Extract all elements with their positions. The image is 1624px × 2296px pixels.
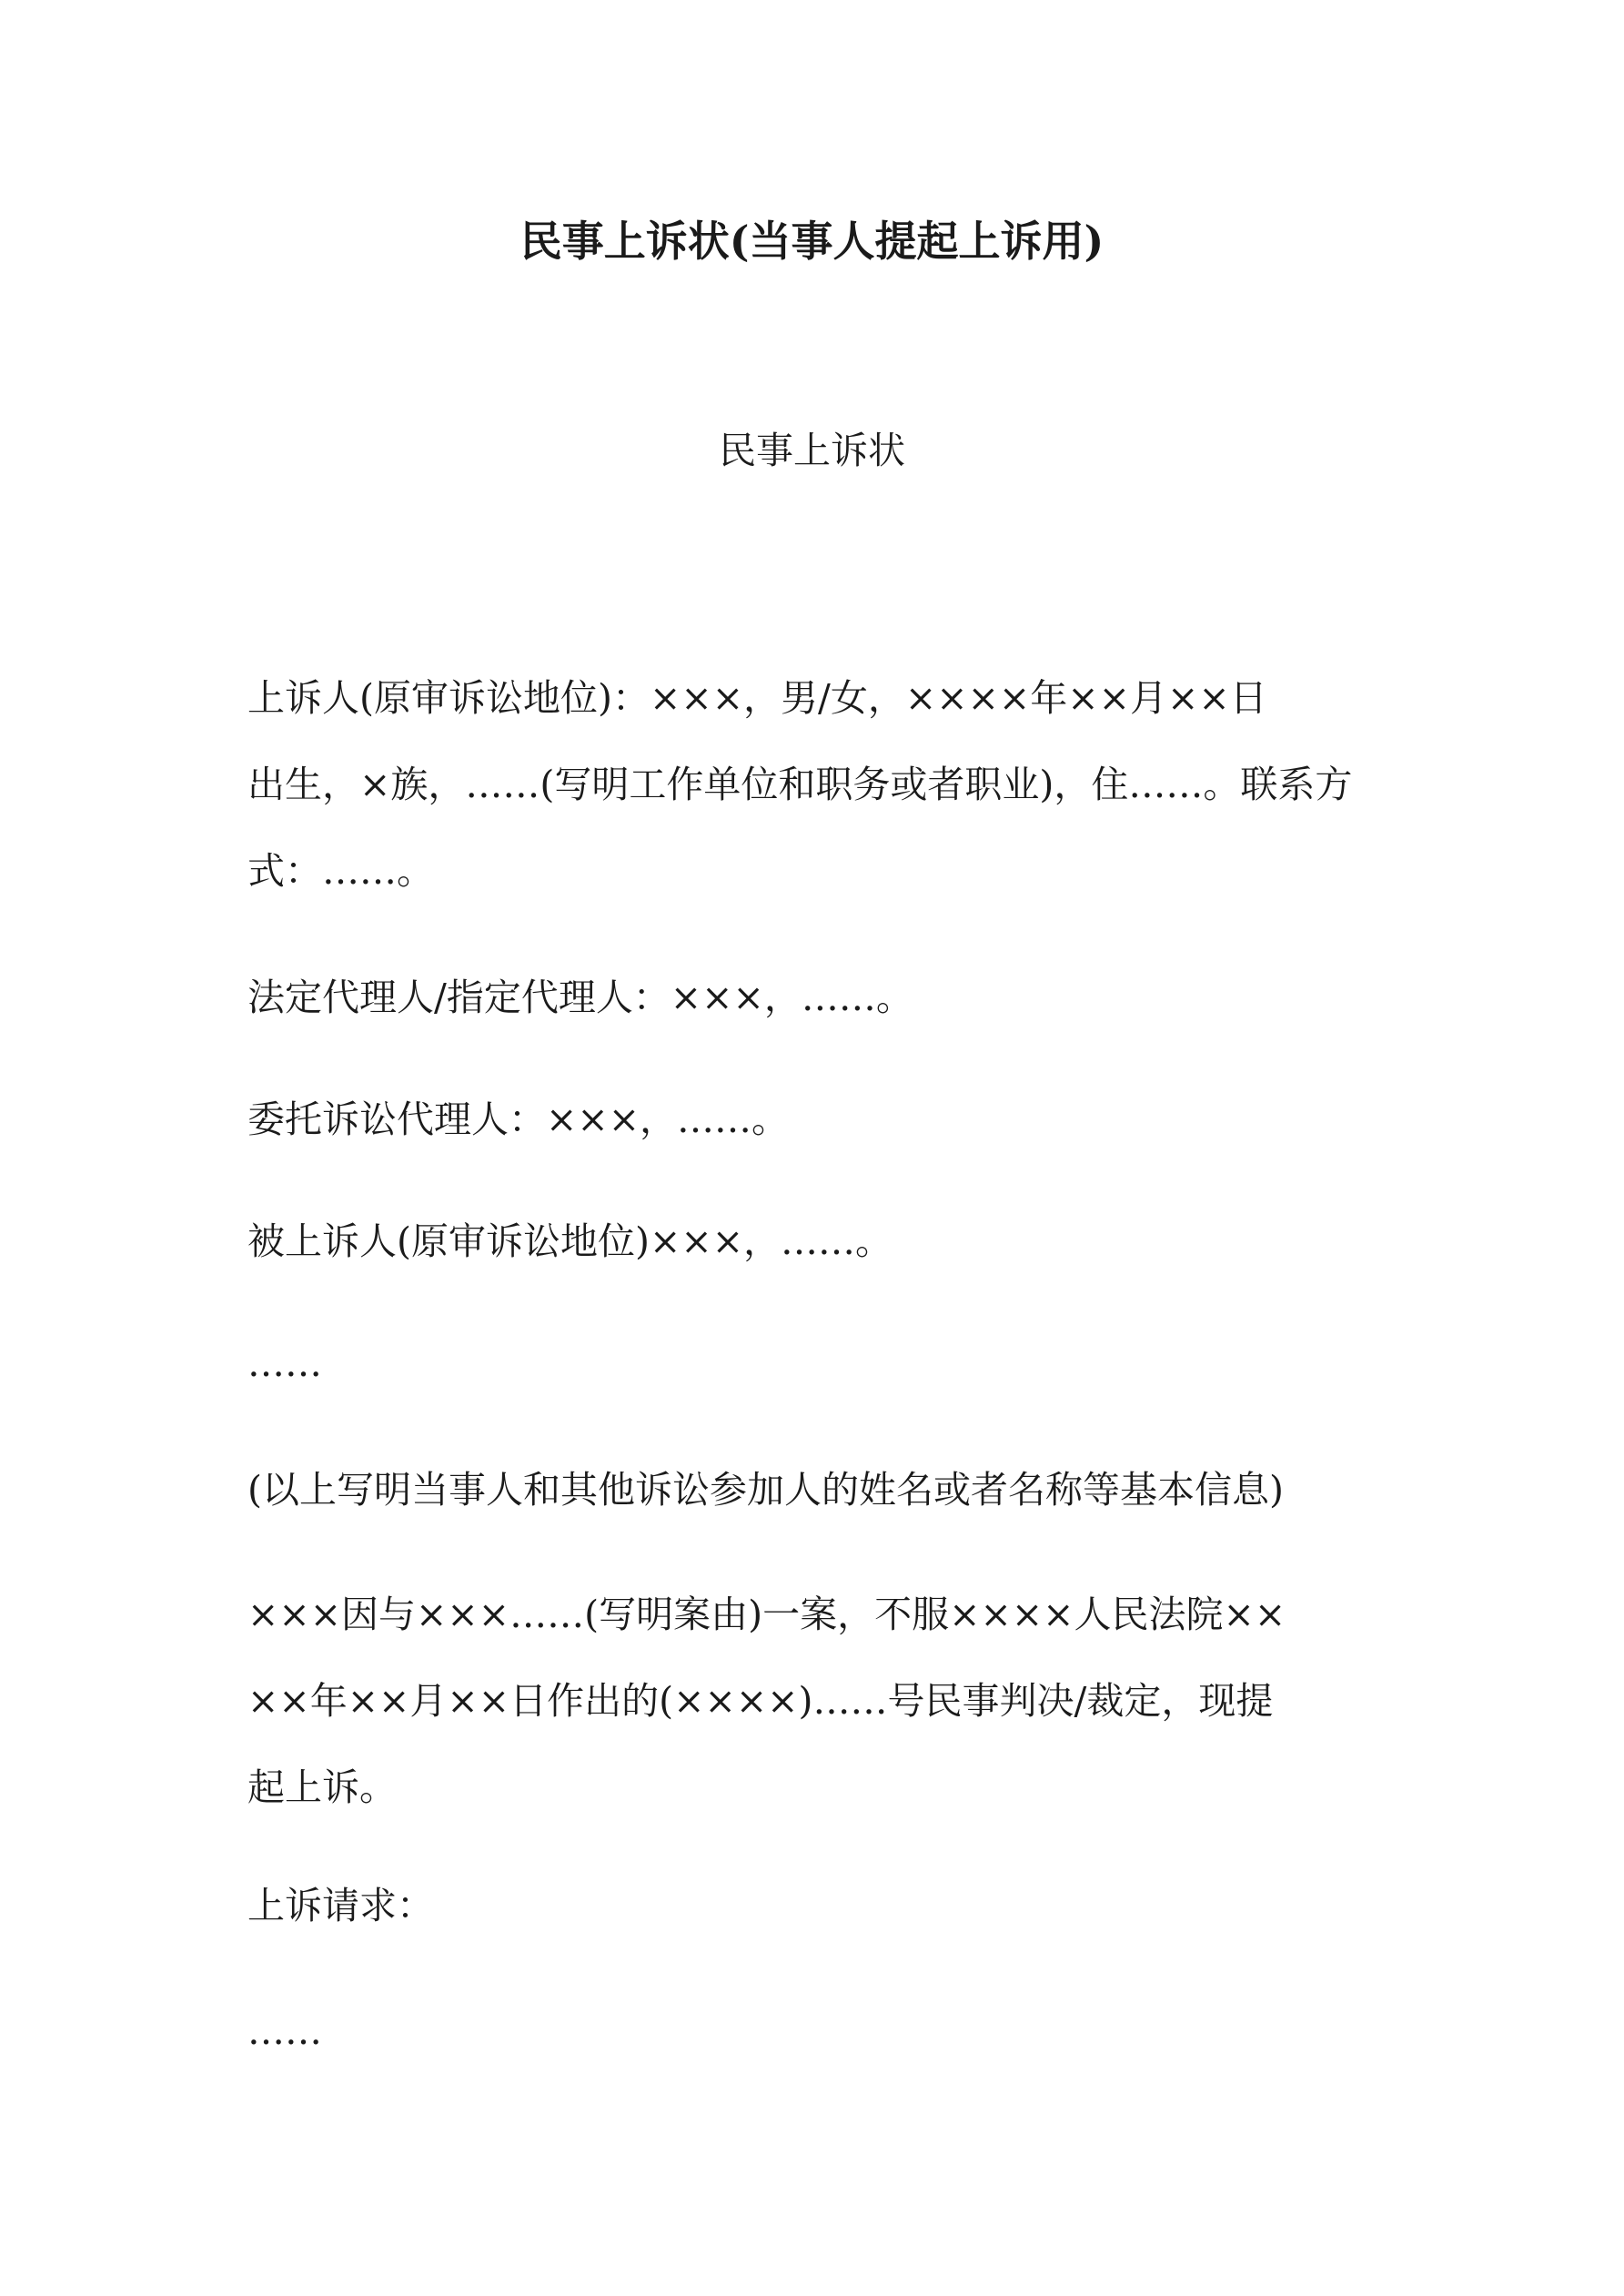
claims-heading-paragraph	[247, 1863, 1394, 1949]
case-statement-paragraph	[247, 1572, 1394, 1831]
appellant-line-1: 上诉人(原审诉讼地位)：×××，男/女，××××年××月××日	[247, 676, 1267, 720]
entrusted-agent-text: 委托诉讼代理人：×××，……。	[247, 1097, 790, 1141]
legal-agent-paragraph	[247, 955, 1394, 1041]
parties-note-text: (以上写明当事人和其他诉讼参加人的姓名或者名称等基本信息)	[247, 1468, 1284, 1512]
ellipsis-text-2: ……	[247, 2009, 322, 2053]
case-statement-line-3: 起上诉。	[247, 1765, 397, 1809]
appellee-paragraph	[247, 1199, 1394, 1285]
appellant-line-3: 式：……。	[247, 849, 434, 893]
appellant-line-2: 出生，×族，……(写明工作单位和职务或者职业)，住……。联系方	[247, 763, 1353, 806]
entrusted-agent-paragraph	[247, 1077, 1394, 1163]
document-title: 民事上诉状(当事人提起上诉用)	[519, 217, 1105, 266]
ellipsis-paragraph-2	[247, 1988, 1394, 2075]
ellipsis-text-1: ……	[247, 1341, 322, 1385]
appellee-text: 被上诉人(原审诉讼地位)×××，……。	[247, 1219, 893, 1263]
document-subtitle: 民事上诉状	[719, 429, 905, 472]
case-statement-line-1: ×××因与×××……(写明案由)一案，不服××××人民法院××	[247, 1593, 1286, 1636]
appellant-paragraph	[247, 655, 1394, 915]
ellipsis-paragraph-1	[247, 1320, 1394, 1407]
case-statement-line-2: ××年××月××日作出的(××××)……号民事判决/裁定，现提	[247, 1679, 1274, 1723]
parties-note-paragraph	[247, 1447, 1394, 1533]
legal-agent-text: 法定代理人/指定代理人：×××，……。	[247, 976, 913, 1019]
claims-heading: 上诉请求：	[247, 1884, 434, 1927]
